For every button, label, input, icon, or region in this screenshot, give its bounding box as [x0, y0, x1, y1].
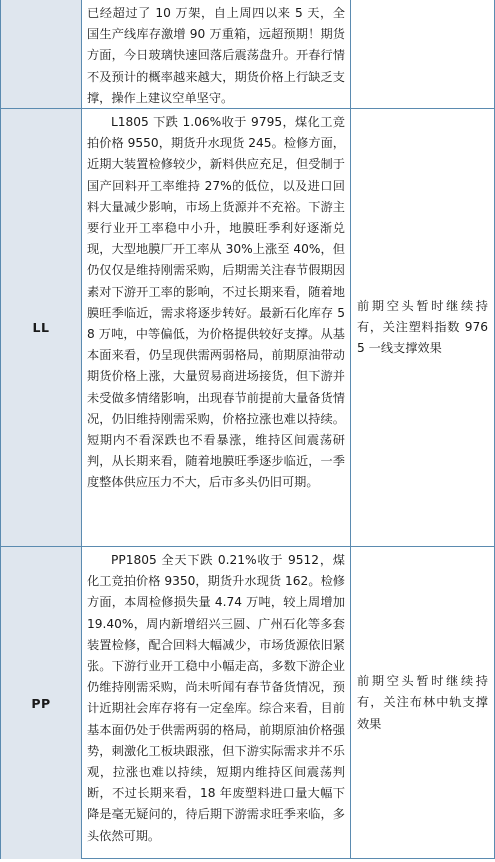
analysis-cell	[82, 109, 351, 546]
variety-label: PP	[31, 695, 51, 711]
variety-cell	[1, 109, 82, 546]
analysis-cell	[82, 0, 351, 108]
analysis-text: PP1805 全天下跌 0.21%收于 9512，煤化工竞拍价格 9350，期货升水现货 162。检修方面，本周检修损失量 4.74 万吨，较上周增加 19.40%，周内新增绍兴三圆、广州石化等多套装置检修，配合回料大幅减少，市场货源依旧紧张。下游行业开工稳中小幅走高，多数下游企业仍维持刚需采购，尚未听闻有春节备货情况，预计近期社会库存将有一定垒库。综合来看，目前基本面仍处于供需两弱的格局，前期原油价格强势，刺激化工板块跟涨，但下游实际需求并不乐观，拉涨也难以持续，短期内维持区间震荡判断，不过长期来看，18 年废塑料进口量大幅下降是毫无疑问的，待后期下游需求旺季来临，多头依然可期。	[87, 553, 345, 843]
variety-cell	[1, 547, 82, 859]
table-row	[1, 0, 495, 109]
analysis-text: L1805 下跌 1.06%收于 9795，煤化工竞拍价格 9550，期货升水现货 245。检修方面，近期大装置检修较少，新料供应充足，但受制于国产回料开工率维持 27%的低位，以及进口回料大量减少影响，市场上货源并不充裕。下游主要行业开工率稳中小升，地膜旺季利好逐渐兑现，大型地膜厂开工率从 30%上涨至 40%，但仍仅仅是维持刚需采购，后期需关注春节假期因素对下游开工率的影响，不过长期来看，随着地膜旺季临近，需求将逐步转好。最新石化库存 58 万吨，中等偏低，为价格提供较好支撑。从基本面来看，仍呈现供需两弱格局，前期原油带动期货价格上涨，大量贸易商进场接货，但下游并未受做多情绪影响，出现春节前提前大量备货情况，仍旧维持刚需采购，价格拉涨也难以持续。短期内不看深跌也不看暴涨，维持区间震荡研判，从长期来看，随着地膜旺季逐步临近，一季度整体供应压力不大，后市多头仍旧可期。	[87, 115, 345, 490]
analysis-text: 已经超过了 10 万架，自上周四以来 5 天，全国生产线库存激增 90 万重箱，远超预期！期货方面，今日玻璃快速回落后震荡盘升。开春行情不及预计的概率越来越大，期货价格上行缺乏支撑，操作上建议空单坚守。	[87, 6, 345, 105]
suggestion-text: 前期空头暂时继续持有，关注布林中轨支撑效果	[357, 674, 488, 731]
suggestion-cell	[351, 109, 495, 546]
suggestion-cell	[351, 547, 495, 859]
suggestion-cell	[351, 0, 495, 108]
analysis-cell	[82, 547, 351, 859]
table-row	[1, 109, 495, 547]
table-row	[1, 547, 495, 859]
variety-label: LL	[32, 320, 50, 335]
variety-cell	[1, 0, 82, 108]
suggestion-text: 前期空头暂时继续持有，关注塑料指数 9765 一线支撑效果	[357, 298, 488, 356]
